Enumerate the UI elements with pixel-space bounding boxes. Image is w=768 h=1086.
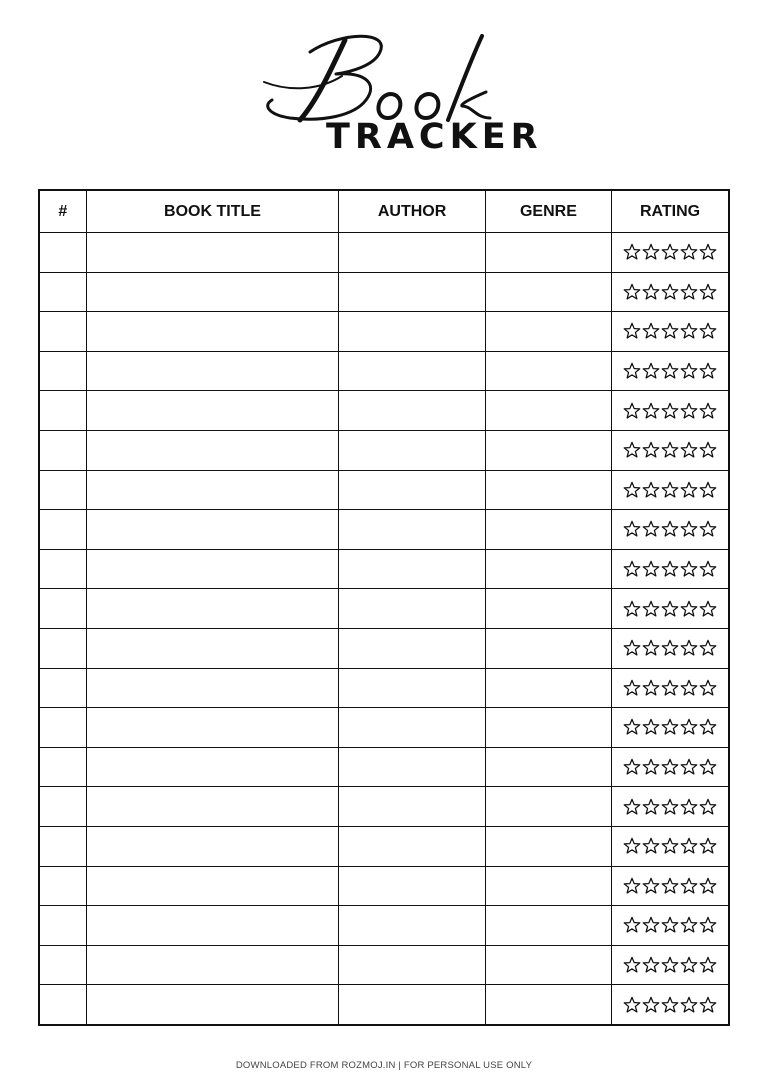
star-outline-icon[interactable] — [623, 639, 641, 657]
star-outline-icon[interactable] — [623, 322, 641, 340]
rating-cell — [612, 470, 729, 510]
star-outline-icon[interactable] — [642, 916, 660, 934]
genre-cell[interactable] — [485, 312, 611, 352]
star-outline-icon[interactable] — [699, 520, 717, 538]
table-row — [39, 866, 729, 906]
star-rating — [612, 996, 728, 1014]
star-outline-icon[interactable] — [699, 837, 717, 855]
star-outline-icon[interactable] — [661, 362, 679, 380]
star-outline-icon[interactable] — [642, 837, 660, 855]
star-outline-icon[interactable] — [699, 679, 717, 697]
rating-cell — [612, 866, 729, 906]
number-cell[interactable] — [39, 628, 86, 668]
author-cell[interactable] — [339, 470, 485, 510]
rating-cell — [612, 906, 729, 946]
star-outline-icon[interactable] — [623, 798, 641, 816]
book-title-cell[interactable] — [86, 747, 339, 787]
star-outline-icon[interactable] — [699, 877, 717, 895]
star-rating — [612, 956, 728, 974]
genre-cell[interactable] — [485, 747, 611, 787]
star-outline-icon[interactable] — [680, 798, 698, 816]
book-title-cell[interactable] — [86, 866, 339, 906]
star-outline-icon[interactable] — [661, 916, 679, 934]
book-title-cell[interactable] — [86, 312, 339, 352]
star-outline-icon[interactable] — [699, 362, 717, 380]
number-cell[interactable] — [39, 826, 86, 866]
star-outline-icon[interactable] — [642, 639, 660, 657]
number-cell[interactable] — [39, 351, 86, 391]
genre-cell[interactable] — [485, 549, 611, 589]
star-outline-icon[interactable] — [699, 441, 717, 459]
number-cell[interactable] — [39, 906, 86, 946]
star-outline-icon[interactable] — [680, 996, 698, 1014]
author-cell[interactable] — [339, 866, 485, 906]
star-outline-icon[interactable] — [661, 243, 679, 261]
rating-cell — [612, 708, 729, 748]
star-rating — [612, 600, 728, 618]
book-title-cell[interactable] — [86, 985, 339, 1025]
star-outline-icon[interactable] — [661, 322, 679, 340]
genre-cell[interactable] — [485, 510, 611, 550]
rating-cell — [612, 549, 729, 589]
star-rating — [612, 837, 728, 855]
tracker-subtitle: TRACKER — [326, 117, 543, 157]
star-outline-icon[interactable] — [623, 600, 641, 618]
star-rating — [612, 798, 728, 816]
star-outline-icon[interactable] — [699, 956, 717, 974]
star-outline-icon[interactable] — [623, 402, 641, 420]
star-rating — [612, 560, 728, 578]
star-outline-icon[interactable] — [699, 798, 717, 816]
star-outline-icon[interactable] — [661, 877, 679, 895]
star-outline-icon[interactable] — [642, 560, 660, 578]
author-cell[interactable] — [339, 668, 485, 708]
star-outline-icon[interactable] — [661, 481, 679, 499]
rating-cell — [612, 233, 729, 273]
number-cell[interactable] — [39, 787, 86, 827]
star-outline-icon[interactable] — [699, 283, 717, 301]
table-row — [39, 668, 729, 708]
book-title-cell[interactable] — [86, 945, 339, 985]
genre-cell[interactable] — [485, 391, 611, 431]
star-outline-icon[interactable] — [661, 283, 679, 301]
rating-cell — [612, 985, 729, 1025]
number-cell[interactable] — [39, 391, 86, 431]
star-outline-icon[interactable] — [642, 718, 660, 736]
star-outline-icon[interactable] — [699, 758, 717, 776]
table-row — [39, 430, 729, 470]
star-outline-icon[interactable] — [623, 283, 641, 301]
star-rating — [612, 916, 728, 934]
star-outline-icon[interactable] — [699, 243, 717, 261]
star-outline-icon[interactable] — [680, 718, 698, 736]
star-outline-icon[interactable] — [680, 481, 698, 499]
star-rating — [612, 758, 728, 776]
genre-cell[interactable] — [485, 787, 611, 827]
rating-cell — [612, 628, 729, 668]
table-row — [39, 906, 729, 946]
rating-cell — [612, 826, 729, 866]
star-rating — [612, 718, 728, 736]
star-outline-icon[interactable] — [699, 718, 717, 736]
number-cell[interactable] — [39, 510, 86, 550]
star-rating — [612, 362, 728, 380]
genre-cell[interactable] — [485, 945, 611, 985]
table-body — [39, 233, 729, 1025]
star-outline-icon[interactable] — [680, 441, 698, 459]
star-outline-icon[interactable] — [661, 560, 679, 578]
author-cell[interactable] — [339, 430, 485, 470]
book-title-cell[interactable] — [86, 272, 339, 312]
book-title-cell[interactable] — [86, 708, 339, 748]
genre-cell[interactable] — [485, 628, 611, 668]
star-outline-icon[interactable] — [680, 956, 698, 974]
star-outline-icon[interactable] — [642, 679, 660, 697]
star-outline-icon[interactable] — [642, 481, 660, 499]
star-outline-icon[interactable] — [699, 600, 717, 618]
number-cell[interactable] — [39, 233, 86, 273]
column-header-author: AUTHOR — [339, 190, 485, 233]
star-rating — [612, 243, 728, 261]
author-cell[interactable] — [339, 272, 485, 312]
star-outline-icon[interactable] — [623, 758, 641, 776]
genre-cell[interactable] — [485, 272, 611, 312]
star-outline-icon[interactable] — [661, 639, 679, 657]
star-outline-icon[interactable] — [623, 441, 641, 459]
book-title-cell[interactable] — [86, 430, 339, 470]
number-cell[interactable] — [39, 945, 86, 985]
star-outline-icon[interactable] — [699, 402, 717, 420]
author-cell[interactable] — [339, 391, 485, 431]
number-cell[interactable] — [39, 668, 86, 708]
genre-cell[interactable] — [485, 866, 611, 906]
book-title-cell[interactable] — [86, 668, 339, 708]
table-row — [39, 945, 729, 985]
genre-cell[interactable] — [485, 351, 611, 391]
star-outline-icon[interactable] — [623, 243, 641, 261]
genre-cell[interactable] — [485, 589, 611, 629]
table-header-row — [39, 190, 729, 233]
book-title-cell[interactable] — [86, 470, 339, 510]
table-row — [39, 826, 729, 866]
star-outline-icon[interactable] — [623, 877, 641, 895]
star-outline-icon[interactable] — [623, 837, 641, 855]
rating-cell — [612, 787, 729, 827]
author-cell[interactable] — [339, 747, 485, 787]
table-row — [39, 985, 729, 1025]
genre-cell[interactable] — [485, 430, 611, 470]
footer-note: DOWNLOADED FROM ROZMOJ.IN | FOR PERSONAL USE ONLY — [235, 1060, 533, 1071]
star-outline-icon[interactable] — [699, 916, 717, 934]
star-outline-icon[interactable] — [699, 996, 717, 1014]
star-outline-icon[interactable] — [623, 679, 641, 697]
star-outline-icon[interactable] — [661, 758, 679, 776]
star-outline-icon[interactable] — [680, 560, 698, 578]
star-outline-icon[interactable] — [680, 362, 698, 380]
star-outline-icon[interactable] — [680, 283, 698, 301]
author-cell[interactable] — [339, 510, 485, 550]
star-rating — [612, 481, 728, 499]
genre-cell[interactable] — [485, 470, 611, 510]
rating-cell — [612, 312, 729, 352]
star-outline-icon[interactable] — [661, 441, 679, 459]
star-rating — [612, 402, 728, 420]
star-rating — [612, 639, 728, 657]
column-header-book-title: BOOK TITLE — [86, 190, 339, 233]
column-header-genre: GENRE — [485, 190, 611, 233]
author-cell[interactable] — [339, 708, 485, 748]
book-title-cell[interactable] — [86, 589, 339, 629]
star-outline-icon[interactable] — [680, 837, 698, 855]
author-cell[interactable] — [339, 351, 485, 391]
star-outline-icon[interactable] — [661, 679, 679, 697]
number-cell[interactable] — [39, 866, 86, 906]
star-outline-icon[interactable] — [642, 322, 660, 340]
star-outline-icon[interactable] — [680, 639, 698, 657]
book-title-cell[interactable] — [86, 233, 339, 273]
number-cell[interactable] — [39, 747, 86, 787]
author-cell[interactable] — [339, 589, 485, 629]
table-row — [39, 549, 729, 589]
star-outline-icon[interactable] — [699, 481, 717, 499]
genre-cell[interactable] — [485, 233, 611, 273]
author-cell[interactable] — [339, 787, 485, 827]
star-outline-icon[interactable] — [623, 520, 641, 538]
star-outline-icon[interactable] — [699, 560, 717, 578]
star-outline-icon[interactable] — [623, 718, 641, 736]
column-header-number: # — [39, 190, 86, 233]
genre-cell[interactable] — [485, 826, 611, 866]
star-outline-icon[interactable] — [680, 243, 698, 261]
book-title-cell[interactable] — [86, 351, 339, 391]
star-outline-icon[interactable] — [623, 481, 641, 499]
table-row — [39, 747, 729, 787]
rating-cell — [612, 945, 729, 985]
star-outline-icon[interactable] — [661, 837, 679, 855]
number-cell[interactable] — [39, 985, 86, 1025]
author-cell[interactable] — [339, 826, 485, 866]
table-row — [39, 787, 729, 827]
table-row — [39, 510, 729, 550]
book-title-cell[interactable] — [86, 549, 339, 589]
star-outline-icon[interactable] — [680, 916, 698, 934]
author-cell[interactable] — [339, 628, 485, 668]
page-header — [0, 0, 768, 190]
star-outline-icon[interactable] — [642, 600, 660, 618]
genre-cell[interactable] — [485, 985, 611, 1025]
star-outline-icon[interactable] — [661, 996, 679, 1014]
star-outline-icon[interactable] — [623, 996, 641, 1014]
table-row — [39, 708, 729, 748]
star-rating — [612, 520, 728, 538]
author-cell[interactable] — [339, 549, 485, 589]
author-cell[interactable] — [339, 233, 485, 273]
star-outline-icon[interactable] — [699, 639, 717, 657]
number-cell[interactable] — [39, 589, 86, 629]
star-outline-icon[interactable] — [680, 877, 698, 895]
star-rating — [612, 441, 728, 459]
book-title-cell[interactable] — [86, 787, 339, 827]
star-outline-icon[interactable] — [680, 600, 698, 618]
table-row — [39, 391, 729, 431]
genre-cell[interactable] — [485, 906, 611, 946]
number-cell[interactable] — [39, 312, 86, 352]
number-cell[interactable] — [39, 549, 86, 589]
number-cell[interactable] — [39, 470, 86, 510]
star-outline-icon[interactable] — [642, 758, 660, 776]
number-cell[interactable] — [39, 708, 86, 748]
rating-cell — [612, 510, 729, 550]
star-outline-icon[interactable] — [642, 362, 660, 380]
author-cell[interactable] — [339, 312, 485, 352]
table-row — [39, 589, 729, 629]
rating-cell — [612, 668, 729, 708]
star-outline-icon[interactable] — [680, 402, 698, 420]
star-outline-icon[interactable] — [661, 600, 679, 618]
column-header-rating: RATING — [612, 190, 729, 233]
star-rating — [612, 283, 728, 301]
star-outline-icon[interactable] — [680, 520, 698, 538]
number-cell[interactable] — [39, 272, 86, 312]
genre-cell[interactable] — [485, 668, 611, 708]
star-outline-icon[interactable] — [642, 441, 660, 459]
table-row — [39, 272, 729, 312]
table-row — [39, 312, 729, 352]
author-cell[interactable] — [339, 945, 485, 985]
star-outline-icon[interactable] — [642, 402, 660, 420]
star-outline-icon[interactable] — [642, 520, 660, 538]
book-title-cell[interactable] — [86, 826, 339, 866]
star-rating — [612, 322, 728, 340]
star-rating — [612, 679, 728, 697]
star-outline-icon[interactable] — [623, 956, 641, 974]
book-title-cell[interactable] — [86, 510, 339, 550]
table-row — [39, 351, 729, 391]
author-cell[interactable] — [339, 906, 485, 946]
star-rating — [612, 877, 728, 895]
star-outline-icon[interactable] — [680, 758, 698, 776]
rating-cell — [612, 351, 729, 391]
star-outline-icon[interactable] — [661, 520, 679, 538]
star-outline-icon[interactable] — [661, 718, 679, 736]
star-outline-icon[interactable] — [623, 560, 641, 578]
rating-cell — [612, 430, 729, 470]
star-outline-icon[interactable] — [642, 243, 660, 261]
book-title-cell[interactable] — [86, 906, 339, 946]
star-outline-icon[interactable] — [661, 798, 679, 816]
star-outline-icon[interactable] — [623, 916, 641, 934]
table-row — [39, 233, 729, 273]
table-row — [39, 470, 729, 510]
star-outline-icon[interactable] — [680, 322, 698, 340]
star-outline-icon[interactable] — [642, 956, 660, 974]
star-outline-icon[interactable] — [699, 322, 717, 340]
book-tracker-table — [38, 189, 730, 1026]
star-outline-icon[interactable] — [661, 956, 679, 974]
star-outline-icon[interactable] — [642, 283, 660, 301]
star-outline-icon[interactable] — [642, 877, 660, 895]
star-outline-icon[interactable] — [642, 798, 660, 816]
star-outline-icon[interactable] — [623, 362, 641, 380]
rating-cell — [612, 747, 729, 787]
author-cell[interactable] — [339, 985, 485, 1025]
star-outline-icon[interactable] — [661, 402, 679, 420]
number-cell[interactable] — [39, 430, 86, 470]
rating-cell — [612, 589, 729, 629]
rating-cell — [612, 272, 729, 312]
rating-cell — [612, 391, 729, 431]
star-outline-icon[interactable] — [680, 679, 698, 697]
book-title-cell[interactable] — [86, 391, 339, 431]
table-row — [39, 628, 729, 668]
genre-cell[interactable] — [485, 708, 611, 748]
book-title-cell[interactable] — [86, 628, 339, 668]
star-outline-icon[interactable] — [642, 996, 660, 1014]
